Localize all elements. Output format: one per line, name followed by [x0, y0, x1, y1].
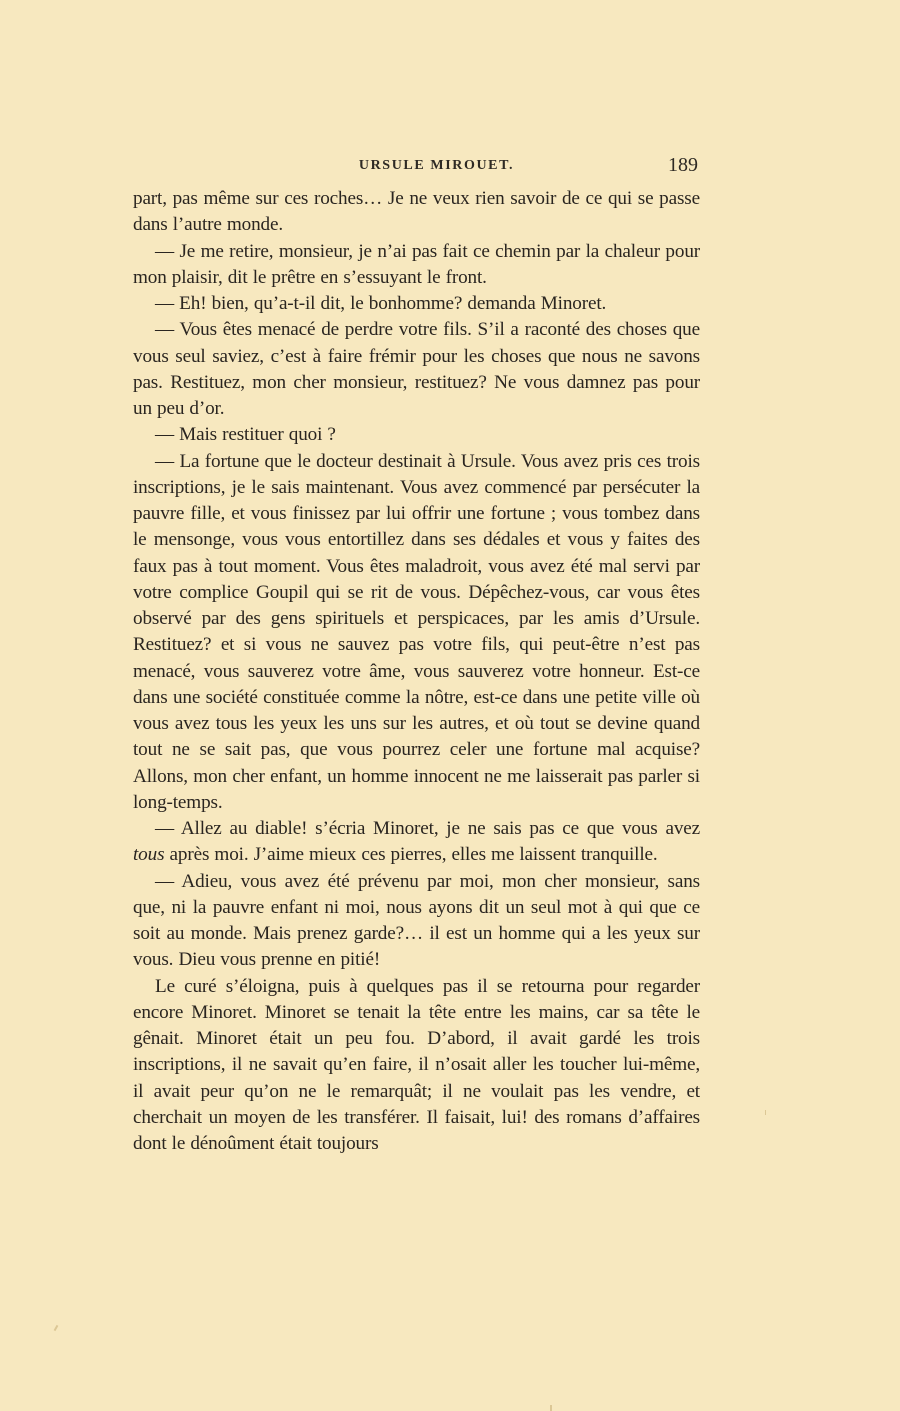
italic-word: tous — [133, 844, 165, 866]
text-run: — Allez au diable! s’écria Minoret, je ne sais pas ce que vous avez — [155, 818, 700, 839]
paragraph-dialogue: — Vous êtes menacé de perdre votre fils. S’il a raconté des choses que vous seul saviez, c’est à faire frémir pour les choses que nous ne savons pas. Restituez, mon cher monsieur, restituez? Ne vous damnez pas pour un peu d’or. — [133, 319, 700, 419]
book-page — [133, 152, 700, 1157]
page-number: 189 — [668, 154, 698, 176]
paragraph-narration: Le curé s’éloigna, puis à quelques pas il se retourna pour regarder encore Minoret. Minoret se tenait la tête entre les mains, car sa tête le gênait. Minoret était un peu fou. D’abord, il avait gardé les trois inscriptions, il ne savait qu’en faire, il n’osait aller les toucher lui-même, il avait peur qu’on ne le remarquât; il ne voulait pas les vendre, et cherchait un moyen de les transférer. Il faisait, lui! des romans d’affaires dont le dénoûment était toujours — [133, 975, 700, 1154]
text-run: après moi. J’aime mieux ces pierres, elles me laissent tranquille. — [164, 844, 658, 866]
paper-fleck — [550, 1405, 552, 1411]
paragraph-dialogue: — La fortune que le docteur destinait à Ursule. Vous avez pris ces trois inscriptions, je le sais maintenant. Vous avez commencé par persécuter la pauvre fille, et vous finissez par lui offrir une fortune ; vous tombez dans le mensonge, vous vous entortillez dans ses dédales et vous y faites des faux pas à tout moment. Vous êtes maladroit, vous avez été mal servi par votre complice Goupil qui se rit de vous. Dépêchez-vous, car vous êtes observé par des gens spirituels et perspicaces, par les amis d’Ursule. Restituez? et si vous ne sauvez pas votre fils, qui peut-être n’est pas menacé, vous sauverez votre âme, vous sauverez votre honneur. Est-ce dans une société constituée comme la nôtre, est-ce dans une petite ville où vous avez tous les yeux les uns sur les autres, et où tout se devine quand tout ne se sait pas, que vous pourrez celer une fortune mal acquise? Allons, mon cher enfant, un homme innocent ne me laisserait pas parler si long-temps. — [133, 450, 700, 813]
paragraph-dialogue: — Je me retire, monsieur, je n’ai pas fait ce chemin par la chaleur pour mon plaisir, dit le prêtre en s’essuyant le front. — [133, 240, 700, 288]
paragraph-dialogue: — Mais restituer quoi ? — [155, 424, 336, 446]
body-text — [133, 186, 700, 1157]
running-title: URSULE MIROUET. — [358, 158, 515, 173]
paper-fleck — [54, 1325, 59, 1331]
running-header — [133, 152, 700, 186]
paper-fleck — [765, 1110, 766, 1115]
paragraph-dialogue: — Adieu, vous avez été prévenu par moi, mon cher monsieur, sans que, ni la pauvre enfant ni moi, nous ayons dit un seul mot à qui que ce soit au monde. Mais prenez garde?… il est un homme qui a les yeux sur vous. Dieu vous prenne en pitié! — [133, 870, 700, 971]
paragraph-dialogue — [133, 816, 700, 869]
paragraph-dialogue: — Eh! bien, qu’a-t-il dit, le bonhomme? demanda Minoret. — [155, 293, 607, 314]
paragraph: part, pas même sur ces roches… Je ne veux rien savoir de ce qui se passe dans l’autre monde. — [133, 188, 700, 236]
